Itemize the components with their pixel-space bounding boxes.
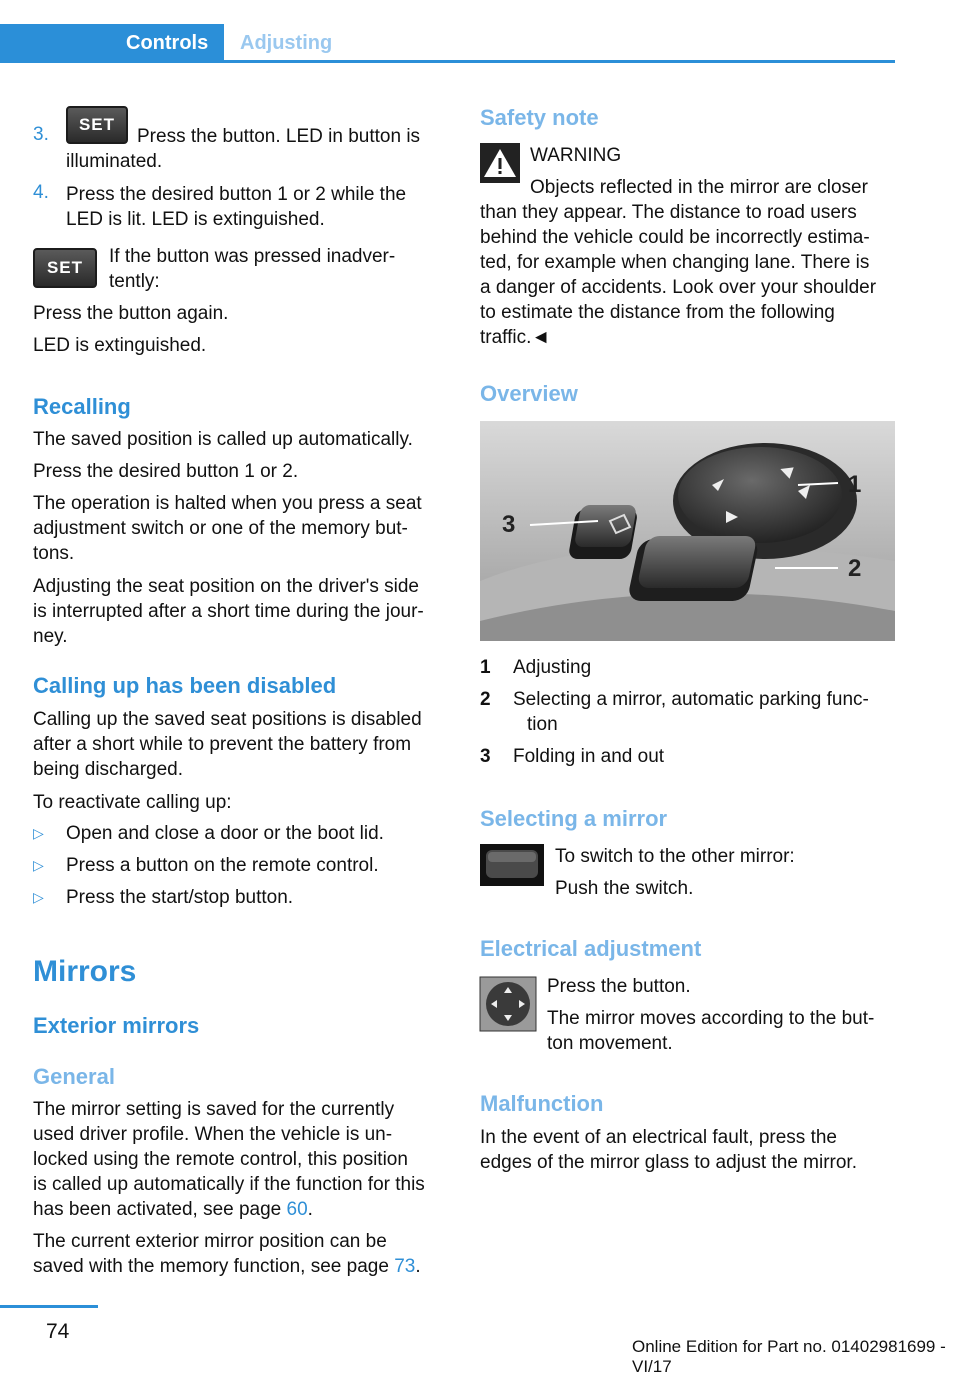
list-item: Press the start/stop button. — [66, 887, 294, 908]
period: . — [415, 1256, 421, 1277]
paragraph: ney. — [33, 626, 68, 647]
set-button-icon-label: SET — [78, 115, 116, 134]
step4-text: Press the desired button 1 or 2 while the — [66, 184, 407, 205]
paragraph: ted, for example when changing lane. There is — [480, 252, 870, 273]
legend-text-cont: tion — [527, 714, 558, 735]
period: . — [307, 1199, 313, 1220]
paragraph — [33, 1197, 313, 1222]
exterior-mirrors-heading: Exterior mirrors — [33, 1013, 200, 1038]
paragraph: is called up automatically if the function for this — [33, 1174, 425, 1195]
paragraph: after a short while to prevent the battery from — [33, 734, 412, 755]
paragraph: to estimate the distance from the following — [480, 302, 835, 323]
paragraph: To switch to the other mirror: — [555, 846, 795, 867]
paragraph: traffic.◄ — [480, 327, 551, 348]
set-note-text-cont: tently: — [109, 271, 160, 292]
legend-text: Selecting a mirror, automatic parking func- — [513, 689, 869, 710]
paragraph: locked using the remote control, this position — [33, 1149, 408, 1170]
paragraph — [33, 1254, 421, 1279]
safety-note-heading: Safety note — [480, 105, 599, 130]
legend-text: Adjusting — [513, 657, 592, 678]
mirror-switch-icon — [480, 844, 544, 886]
step-number: 4. — [33, 182, 49, 203]
set-note-text: If the button was pressed inadver- — [109, 246, 396, 267]
warning-label: WARNING — [530, 145, 622, 166]
paragraph: Objects reflected in the mirror are closer — [530, 177, 868, 198]
paragraph: The current exterior mirror position can be — [33, 1231, 387, 1252]
edition-note: Online Edition for Part no. 01402981699 - VI/17 — [632, 1337, 946, 1376]
paragraph: adjustment switch or one of the memory but- — [33, 518, 408, 539]
legend-number: 3 — [480, 746, 491, 767]
bullet-arrow-icon: ▷ — [33, 857, 44, 873]
overview-heading: Overview — [480, 381, 578, 406]
step4-text-cont: LED is lit. LED is extinguished. — [66, 209, 325, 230]
paragraph: tons. — [33, 543, 75, 564]
electrical-adjustment-heading: Electrical adjustment — [480, 936, 702, 961]
step3-text-cont: illuminated. — [66, 151, 163, 172]
legend-number: 2 — [480, 689, 491, 710]
set-button-icon — [33, 248, 97, 288]
paragraph: ton movement. — [547, 1033, 673, 1054]
header-rule — [0, 60, 895, 63]
paragraph: The mirror setting is saved for the currently — [33, 1099, 395, 1120]
paragraph: To reactivate calling up: — [33, 792, 232, 813]
tab-controls-label: Controls — [126, 32, 209, 54]
set-button-icon-label: SET — [46, 258, 84, 277]
footer-rule — [0, 1305, 98, 1308]
legend-text: Folding in and out — [513, 746, 665, 767]
page-link[interactable]: 73 — [394, 1256, 416, 1277]
general-heading: General — [33, 1064, 115, 1089]
mirror-controls-illustration — [480, 421, 895, 641]
recalling-heading: Recalling — [33, 394, 131, 419]
list-item: Open and close a door or the boot lid. — [66, 823, 384, 844]
legend-number: 1 — [480, 657, 491, 678]
paragraph: Press the button again. — [33, 303, 229, 324]
tab-controls[interactable] — [0, 24, 224, 62]
set-button-icon — [66, 106, 128, 144]
step-number: 3. — [33, 124, 49, 145]
paragraph: Calling up the saved seat positions is disabled — [33, 709, 422, 730]
paragraph: than they appear. The distance to road users — [480, 202, 857, 223]
paragraph: Press the desired button 1 or 2. — [33, 461, 299, 482]
paragraph: The mirror moves according to the but- — [547, 1008, 875, 1029]
paragraph: behind the vehicle could be incorrectly estima- — [480, 227, 870, 248]
paragraph: used driver profile. When the vehicle is un- — [33, 1124, 393, 1145]
page-number: 74 — [46, 1320, 70, 1343]
paragraph: being discharged. — [33, 759, 183, 780]
disabled-heading: Calling up has been disabled — [33, 673, 337, 698]
paragraph: Press the button. — [547, 976, 691, 997]
tab-adjusting[interactable]: Adjusting — [240, 32, 333, 54]
paragraph: The operation is halted when you press a seat — [33, 493, 422, 514]
paragraph-text: has been activated, see page — [33, 1199, 287, 1220]
bullet-arrow-icon: ▷ — [33, 889, 44, 905]
photo-label: 2 — [848, 555, 862, 582]
selecting-mirror-heading: Selecting a mirror — [480, 806, 668, 831]
photo-label: 3 — [502, 511, 516, 538]
paragraph: The saved position is called up automatically. — [33, 429, 413, 450]
direction-pad-icon — [480, 977, 536, 1031]
paragraph: is interrupted after a short time during the jour- — [33, 601, 424, 622]
mirror-controls-photo — [480, 421, 895, 641]
photo-label: 1 — [848, 471, 862, 498]
bullet-arrow-icon: ▷ — [33, 825, 44, 841]
paragraph: Adjusting the seat position on the driver's side — [33, 576, 419, 597]
page-link[interactable]: 60 — [286, 1199, 308, 1220]
list-item: Press a button on the remote control. — [66, 855, 379, 876]
paragraph-text: saved with the memory function, see page — [33, 1256, 395, 1277]
paragraph: edges of the mirror glass to adjust the mirror. — [480, 1152, 857, 1173]
malfunction-heading: Malfunction — [480, 1091, 604, 1116]
warning-triangle-icon — [480, 143, 520, 183]
paragraph: LED is extinguished. — [33, 335, 207, 356]
mirrors-heading: Mirrors — [33, 955, 137, 988]
paragraph: In the event of an electrical fault, press the — [480, 1127, 837, 1148]
paragraph: a danger of accidents. Look over your shoulder — [480, 277, 877, 298]
step3-text: Press the button. LED in button is — [137, 126, 421, 147]
paragraph: Push the switch. — [555, 878, 694, 899]
